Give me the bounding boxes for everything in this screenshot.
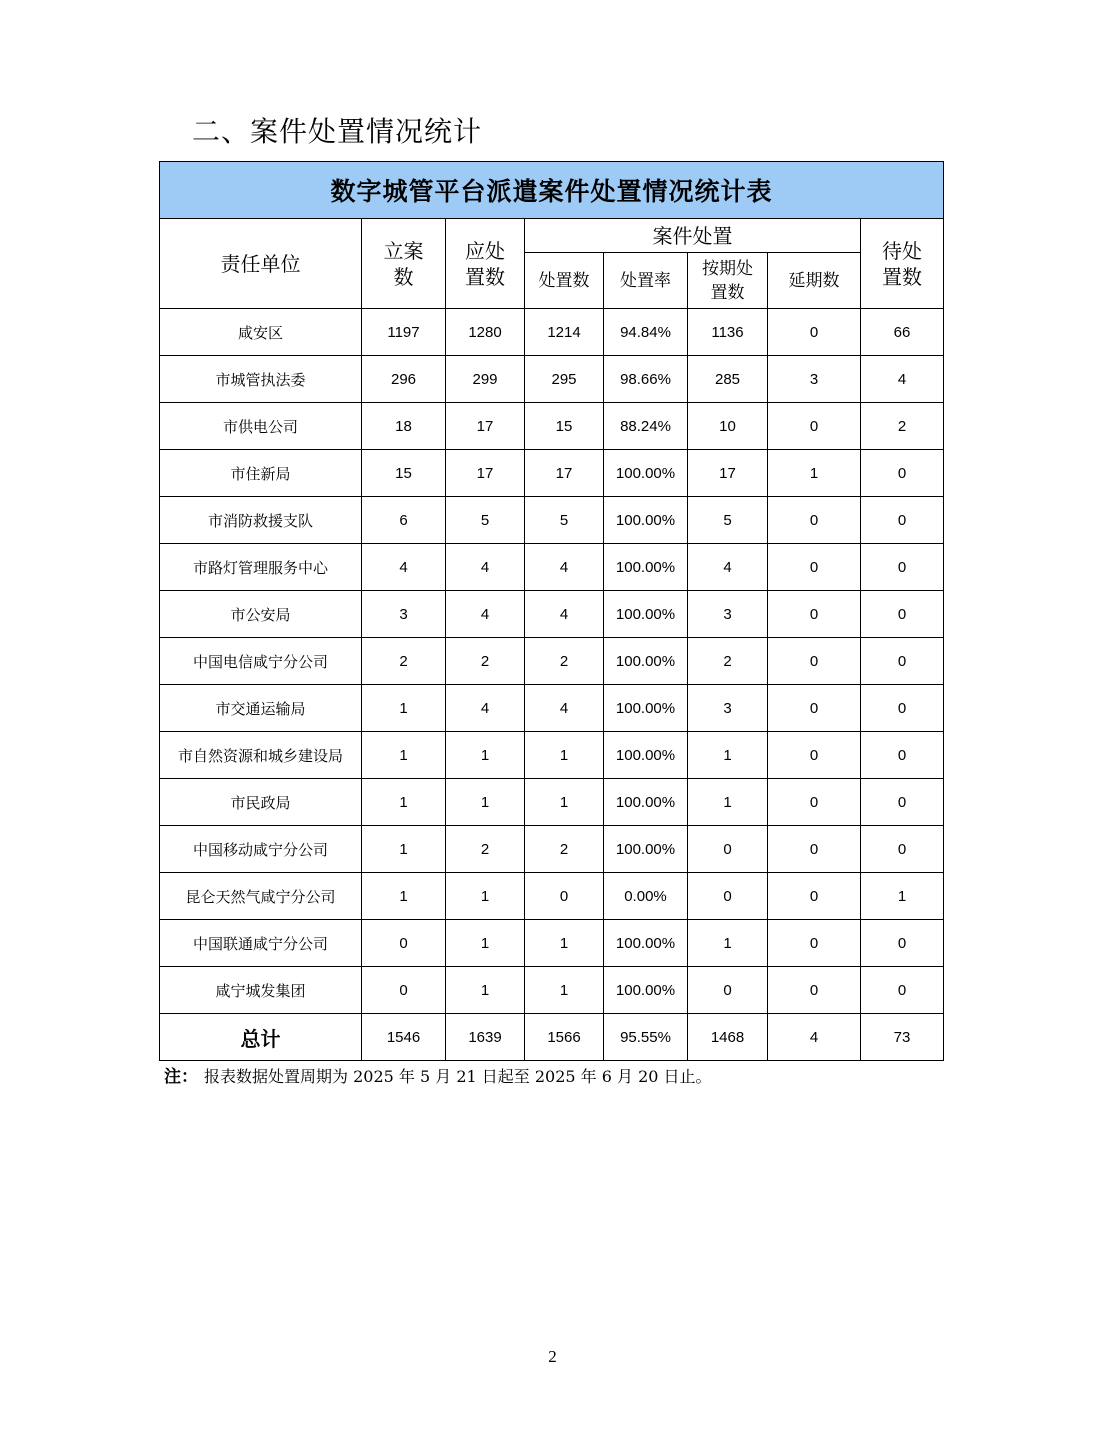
disposed-cell: 1 — [525, 779, 604, 826]
table-row — [160, 450, 944, 497]
pending-cell: 0 — [861, 779, 944, 826]
delayed-cell: 0 — [768, 873, 861, 920]
filed-cell: 1 — [362, 685, 446, 732]
table-row — [160, 826, 944, 873]
rate-cell: 98.66% — [604, 356, 688, 403]
table-row — [160, 497, 944, 544]
rate-cell: 100.00% — [604, 779, 688, 826]
header-filed: 立案 数 — [362, 219, 446, 309]
filed-cell: 1546 — [362, 1014, 446, 1061]
should-cell: 1280 — [446, 309, 525, 356]
pending-cell: 0 — [861, 450, 944, 497]
unit-cell: 市消防救援支队 — [160, 497, 362, 544]
filed-cell: 1 — [362, 873, 446, 920]
ontime-cell: 0 — [688, 826, 768, 873]
filed-cell: 296 — [362, 356, 446, 403]
table-note — [164, 1065, 712, 1089]
total-label: 总计 — [160, 1014, 362, 1061]
unit-cell: 中国联通咸宁分公司 — [160, 920, 362, 967]
disposed-cell: 1566 — [525, 1014, 604, 1061]
filed-cell: 2 — [362, 638, 446, 685]
unit-cell: 咸宁城发集团 — [160, 967, 362, 1014]
delayed-cell: 0 — [768, 685, 861, 732]
pending-cell: 0 — [861, 920, 944, 967]
disposed-cell: 1 — [525, 967, 604, 1014]
header-case-disposal-group: 案件处置 — [525, 219, 861, 253]
header-rate: 处置率 — [604, 253, 688, 309]
should-cell: 17 — [446, 403, 525, 450]
disposed-cell: 15 — [525, 403, 604, 450]
ontime-cell: 4 — [688, 544, 768, 591]
ontime-cell: 0 — [688, 967, 768, 1014]
header-disposed: 处置数 — [525, 253, 604, 309]
pending-cell: 0 — [861, 591, 944, 638]
should-cell: 1 — [446, 920, 525, 967]
header-delayed: 延期数 — [768, 253, 861, 309]
rate-cell: 100.00% — [604, 685, 688, 732]
pending-cell: 0 — [861, 497, 944, 544]
header-ontime: 按期处 置数 — [688, 253, 768, 309]
unit-cell: 市路灯管理服务中心 — [160, 544, 362, 591]
pending-cell: 0 — [861, 638, 944, 685]
unit-cell: 市供电公司 — [160, 403, 362, 450]
table-row — [160, 685, 944, 732]
should-cell: 2 — [446, 826, 525, 873]
rate-cell: 100.00% — [604, 732, 688, 779]
pending-cell: 0 — [861, 732, 944, 779]
should-cell: 1639 — [446, 1014, 525, 1061]
ontime-cell: 1 — [688, 732, 768, 779]
disposed-cell: 2 — [525, 638, 604, 685]
rate-cell: 100.00% — [604, 826, 688, 873]
rate-cell: 95.55% — [604, 1014, 688, 1061]
ontime-cell: 5 — [688, 497, 768, 544]
table-row — [160, 873, 944, 920]
delayed-cell: 3 — [768, 356, 861, 403]
should-cell: 4 — [446, 544, 525, 591]
delayed-cell: 0 — [768, 779, 861, 826]
ontime-cell: 0 — [688, 873, 768, 920]
table-row — [160, 309, 944, 356]
ontime-cell: 10 — [688, 403, 768, 450]
delayed-cell: 0 — [768, 826, 861, 873]
rate-cell: 100.00% — [604, 920, 688, 967]
delayed-cell: 1 — [768, 450, 861, 497]
header-should-dispose: 应处 置数 — [446, 219, 525, 309]
table-row — [160, 967, 944, 1014]
unit-cell: 市交通运输局 — [160, 685, 362, 732]
unit-cell: 市民政局 — [160, 779, 362, 826]
delayed-cell: 0 — [768, 544, 861, 591]
disposed-cell: 1 — [525, 732, 604, 779]
unit-cell: 市公安局 — [160, 591, 362, 638]
delayed-cell: 0 — [768, 403, 861, 450]
filed-cell: 15 — [362, 450, 446, 497]
total-row — [160, 1014, 944, 1061]
ontime-cell: 1 — [688, 920, 768, 967]
ontime-cell: 285 — [688, 356, 768, 403]
pending-cell: 0 — [861, 544, 944, 591]
disposed-cell: 295 — [525, 356, 604, 403]
rate-cell: 100.00% — [604, 497, 688, 544]
delayed-cell: 0 — [768, 638, 861, 685]
filed-cell: 3 — [362, 591, 446, 638]
ontime-cell: 17 — [688, 450, 768, 497]
filed-cell: 4 — [362, 544, 446, 591]
delayed-cell: 0 — [768, 497, 861, 544]
should-cell: 5 — [446, 497, 525, 544]
disposed-cell: 2 — [525, 826, 604, 873]
table-body — [160, 309, 944, 1061]
disposed-cell: 17 — [525, 450, 604, 497]
filed-cell: 6 — [362, 497, 446, 544]
section-heading: 二、案件处置情况统计 — [192, 115, 483, 148]
rate-cell: 100.00% — [604, 591, 688, 638]
note-label: 注： — [164, 1067, 198, 1087]
ontime-cell: 3 — [688, 685, 768, 732]
delayed-cell: 4 — [768, 1014, 861, 1061]
case-disposal-table — [159, 161, 944, 1061]
delayed-cell: 0 — [768, 732, 861, 779]
disposed-cell: 4 — [525, 591, 604, 638]
disposed-cell: 5 — [525, 497, 604, 544]
unit-cell: 昆仑天然气咸宁分公司 — [160, 873, 362, 920]
disposed-cell: 1 — [525, 920, 604, 967]
should-cell: 4 — [446, 591, 525, 638]
delayed-cell: 0 — [768, 309, 861, 356]
should-cell: 17 — [446, 450, 525, 497]
filed-cell: 0 — [362, 967, 446, 1014]
table-row — [160, 779, 944, 826]
should-cell: 1 — [446, 779, 525, 826]
table-row — [160, 403, 944, 450]
filed-cell: 0 — [362, 920, 446, 967]
should-cell: 4 — [446, 685, 525, 732]
rate-cell: 100.00% — [604, 638, 688, 685]
rate-cell: 94.84% — [604, 309, 688, 356]
ontime-cell: 1 — [688, 779, 768, 826]
rate-cell: 100.00% — [604, 544, 688, 591]
pending-cell: 0 — [861, 685, 944, 732]
disposed-cell: 4 — [525, 544, 604, 591]
unit-cell: 市自然资源和城乡建设局 — [160, 732, 362, 779]
should-cell: 1 — [446, 732, 525, 779]
delayed-cell: 0 — [768, 920, 861, 967]
pending-cell: 0 — [861, 967, 944, 1014]
header-pending: 待处 置数 — [861, 219, 944, 309]
rate-cell: 88.24% — [604, 403, 688, 450]
disposed-cell: 0 — [525, 873, 604, 920]
note-text: 报表数据处置周期为 2025 年 5 月 21 日起至 2025 年 6 月 20 日止。 — [204, 1067, 712, 1086]
table-row — [160, 591, 944, 638]
pending-cell: 1 — [861, 873, 944, 920]
table-row — [160, 732, 944, 779]
should-cell: 1 — [446, 873, 525, 920]
should-cell: 299 — [446, 356, 525, 403]
ontime-cell: 3 — [688, 591, 768, 638]
rate-cell: 100.00% — [604, 450, 688, 497]
table-row — [160, 356, 944, 403]
filed-cell: 1 — [362, 732, 446, 779]
ontime-cell: 2 — [688, 638, 768, 685]
rate-cell: 0.00% — [604, 873, 688, 920]
page-number: 2 — [548, 1347, 557, 1366]
ontime-cell: 1468 — [688, 1014, 768, 1061]
pending-cell: 0 — [861, 826, 944, 873]
table-row — [160, 638, 944, 685]
unit-cell: 市住新局 — [160, 450, 362, 497]
ontime-cell: 1136 — [688, 309, 768, 356]
filed-cell: 1197 — [362, 309, 446, 356]
filed-cell: 1 — [362, 826, 446, 873]
pending-cell: 73 — [861, 1014, 944, 1061]
should-cell: 1 — [446, 967, 525, 1014]
delayed-cell: 0 — [768, 967, 861, 1014]
unit-cell: 咸安区 — [160, 309, 362, 356]
pending-cell: 4 — [861, 356, 944, 403]
unit-cell: 市城管执法委 — [160, 356, 362, 403]
unit-cell: 中国电信咸宁分公司 — [160, 638, 362, 685]
pending-cell: 66 — [861, 309, 944, 356]
disposed-cell: 4 — [525, 685, 604, 732]
rate-cell: 100.00% — [604, 967, 688, 1014]
filed-cell: 1 — [362, 779, 446, 826]
should-cell: 2 — [446, 638, 525, 685]
unit-cell: 中国移动咸宁分公司 — [160, 826, 362, 873]
table-title: 数字城管平台派遣案件处置情况统计表 — [160, 162, 944, 219]
header-unit: 责任单位 — [160, 219, 362, 309]
disposed-cell: 1214 — [525, 309, 604, 356]
table-row — [160, 544, 944, 591]
pending-cell: 2 — [861, 403, 944, 450]
delayed-cell: 0 — [768, 591, 861, 638]
filed-cell: 18 — [362, 403, 446, 450]
table-row — [160, 920, 944, 967]
